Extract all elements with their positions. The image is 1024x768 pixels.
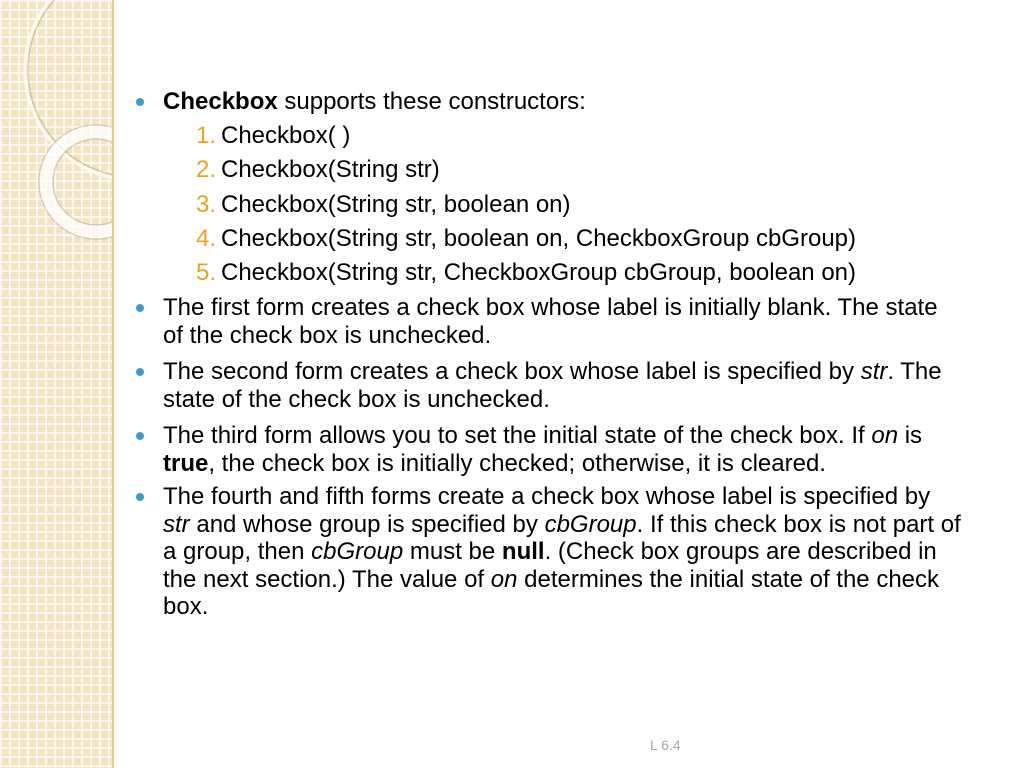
decorative-rings xyxy=(0,0,112,768)
list-number: 2. xyxy=(195,156,216,183)
constructor-signature: Checkbox(String str, boolean on, CheckboxGroup cbGroup) xyxy=(221,225,857,252)
text-run: state of the check box is unchecked. xyxy=(163,385,550,413)
bullet-fourth-fifth-forms xyxy=(163,483,961,621)
constructor-item xyxy=(190,122,350,150)
bullet-line xyxy=(163,511,961,539)
constructor-item xyxy=(190,156,440,184)
bullet-line xyxy=(163,294,938,322)
bullet-line xyxy=(163,483,961,511)
bullet-line xyxy=(163,422,922,450)
text-run: . (Check box groups are described in xyxy=(544,538,937,565)
constructor-signature: Checkbox( ) xyxy=(221,122,351,149)
italic-term: str xyxy=(163,510,190,538)
slide-number-footer: L 6.4 xyxy=(650,737,681,753)
bullet-line xyxy=(163,322,938,350)
constructor-item xyxy=(190,259,856,287)
text-run: is xyxy=(898,422,923,449)
italic-term: cbGroup xyxy=(311,538,404,565)
italic-term: str xyxy=(860,358,888,385)
intro-text: supports these constructors: xyxy=(277,88,586,115)
list-number: 3. xyxy=(195,191,216,218)
list-number: 4. xyxy=(195,225,216,252)
text-run: The third form allows you to set the initial state of the check box. If xyxy=(163,422,872,449)
bullet-intro xyxy=(163,88,586,116)
text-run: . The xyxy=(887,358,942,385)
constructor-signature: Checkbox(String str, boolean on) xyxy=(221,191,571,218)
text-run: The first form creates a check box whose label is initially blank. The state xyxy=(163,294,938,321)
decorative-ring-small xyxy=(46,132,112,232)
constructor-signature: Checkbox(String str, CheckboxGroup cbGroup, boolean on) xyxy=(221,259,857,286)
list-number: 5. xyxy=(195,259,216,286)
bold-keyword: null xyxy=(501,538,545,565)
text-run: The fourth and fifth forms create a check box whose label is specified by xyxy=(163,483,931,510)
bullet-line xyxy=(163,88,586,116)
text-run: and whose group is specified by xyxy=(189,510,545,538)
text-run: the next section.) The value of xyxy=(163,565,491,593)
text-run: determines the initial state of the check xyxy=(517,565,940,593)
text-run: . If this check box is not part of xyxy=(636,510,961,538)
text-run: of the check box is unchecked. xyxy=(163,321,492,349)
italic-term: cbGroup xyxy=(544,510,637,538)
bullet-first-form xyxy=(163,294,938,349)
intro-keyword: Checkbox xyxy=(163,88,278,115)
bullet-line xyxy=(163,538,961,566)
bullet-marker xyxy=(136,368,144,376)
bullet-line xyxy=(163,358,942,386)
italic-term: on xyxy=(490,565,518,593)
constructor-signature: Checkbox(String str) xyxy=(221,156,440,183)
text-run: The second form creates a check box whose label is specified by xyxy=(163,358,861,385)
bullet-marker xyxy=(136,98,144,106)
bullet-third-form xyxy=(163,422,922,477)
text-run: box. xyxy=(163,593,209,620)
bullet-marker xyxy=(136,493,144,501)
text-run: a group, then xyxy=(163,538,312,565)
list-number: 1. xyxy=(195,122,216,149)
text-run: must be xyxy=(403,538,502,565)
bullet-marker xyxy=(136,304,144,312)
text-run: , the check box is initially checked; otherwise, it is cleared. xyxy=(208,449,826,477)
bold-keyword: true xyxy=(163,449,209,477)
bullet-marker xyxy=(136,432,144,440)
bullet-line xyxy=(163,566,961,594)
bullet-line xyxy=(163,593,961,621)
decorative-sidebar xyxy=(0,0,114,768)
bullet-second-form xyxy=(163,358,942,413)
bullet-line xyxy=(163,386,942,414)
constructor-item xyxy=(190,191,571,219)
decorative-ring-large-shadow xyxy=(28,0,112,177)
bullet-line xyxy=(163,450,922,478)
constructor-item xyxy=(190,225,856,253)
italic-term: on xyxy=(871,422,899,449)
